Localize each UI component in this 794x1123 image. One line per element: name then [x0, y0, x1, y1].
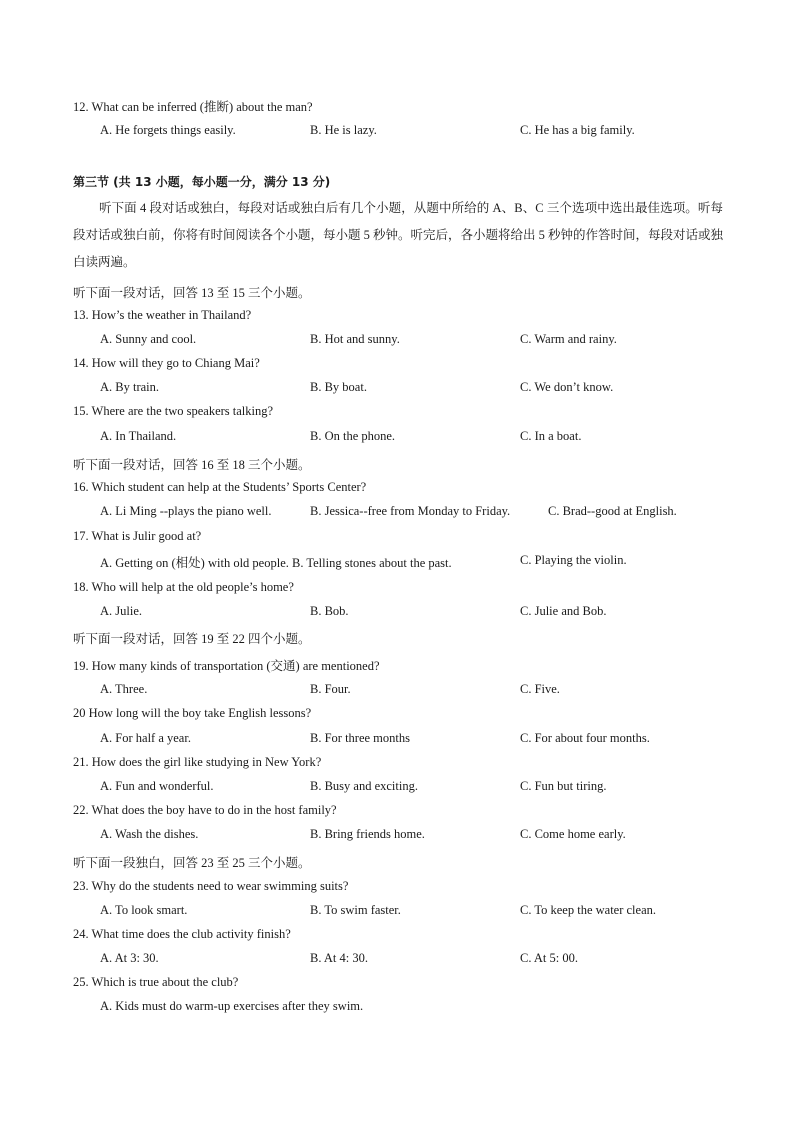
option-19-a: A. Three. [100, 682, 148, 696]
option-12-c: C. He has a big family. [520, 123, 635, 137]
question-15: 15. Where are the two speakers talking? [73, 404, 274, 418]
option-22-b: B. Bring friends home. [310, 827, 425, 841]
option-19-c: C. Five. [520, 682, 560, 696]
option-22-c: C. Come home early. [520, 827, 626, 841]
option-24-a: A. At 3: 30. [100, 951, 159, 965]
option-17-a-b: A. Getting on (相处) with old people. B. Telling stones about the past. [100, 556, 452, 570]
option-20-a: A. For half a year. [100, 731, 191, 745]
option-18-b: B. Bob. [310, 604, 349, 618]
question-14: 14. How will they go to Chiang Mai? [73, 356, 260, 370]
question-22: 22. What does the boy have to do in the host family? [73, 803, 337, 817]
option-23-a: A. To look smart. [100, 903, 188, 917]
option-16-a: A. Li Ming --plays the piano well. [100, 504, 272, 518]
option-22-a: A. Wash the dishes. [100, 827, 199, 841]
question-16: 16. Which student can help at the Students’ Sports Center? [73, 480, 367, 494]
option-23-c: C. To keep the water clean. [520, 903, 656, 917]
option-17-c: C. Playing the violin. [520, 553, 627, 567]
option-24-b: B. At 4: 30. [310, 951, 368, 965]
option-13-a: A. Sunny and cool. [100, 332, 197, 346]
option-13-c: C. Warm and rainy. [520, 332, 617, 346]
question-20: 20 How long will the boy take English lessons? [73, 706, 312, 720]
direction-19-22: 听下面一段对话，回答 19 至 22 四个小题。 [73, 632, 311, 646]
option-21-c: C. Fun but tiring. [520, 779, 607, 793]
direction-16-18: 听下面一段对话，回答 16 至 18 三个小题。 [73, 458, 311, 472]
option-14-b: B. By boat. [310, 380, 367, 394]
option-15-b: B. On the phone. [310, 429, 396, 443]
section-heading: 第三节 (共 13 小题，每小题一分，满分 13 分) [73, 175, 331, 189]
question-21: 21. How does the girl like studying in New York? [73, 755, 322, 769]
option-21-a: A. Fun and wonderful. [100, 779, 214, 793]
direction-23-25: 听下面一段独白，回答 23 至 25 三个小题。 [73, 856, 311, 870]
option-14-c: C. We don’t know. [520, 380, 614, 394]
question-13: 13. How’s the weather in Thailand? [73, 308, 252, 322]
question-17: 17. What is Julir good at? [73, 529, 202, 543]
option-14-a: A. By train. [100, 380, 160, 394]
option-18-c: C. Julie and Bob. [520, 604, 607, 618]
question-25: 25. Which is true about the club? [73, 975, 239, 989]
section-instructions: 听下面 4 段对话或独白，每段对话或独白后有几个小题，从题中所给的 A、B、C 三个选项中选出最佳选项。听每段对话或独白前，你将有时间阅读各个小题，每小题 5 秒钟。听完后，各小题将给出 5 秒钟的作答时间，每段对话或独白读两遍。 [73, 201, 724, 269]
option-25-a: A. Kids must do warm-up exercises after they swim. [100, 999, 364, 1013]
option-21-b: B. Busy and exciting. [310, 779, 418, 793]
option-15-a: A. In Thailand. [100, 429, 177, 443]
option-12-a: A. He forgets things easily. [100, 123, 236, 137]
question-23: 23. Why do the students need to wear swimming suits? [73, 879, 349, 893]
question-19: 19. How many kinds of transportation (交通) are mentioned? [73, 659, 380, 673]
option-20-b: B. For three months [310, 731, 410, 745]
direction-13-15: 听下面一段对话，回答 13 至 15 三个小题。 [73, 286, 311, 300]
option-18-a: A. Julie. [100, 604, 143, 618]
option-16-b: B. Jessica--free from Monday to Friday. [310, 504, 511, 518]
question-24: 24. What time does the club activity finish? [73, 927, 291, 941]
option-24-c: C. At 5: 00. [520, 951, 578, 965]
option-12-b: B. He is lazy. [310, 123, 377, 137]
option-19-b: B. Four. [310, 682, 351, 696]
question-18: 18. Who will help at the old people’s home? [73, 580, 294, 594]
question-12: 12. What can be inferred (推断) about the man? [73, 100, 313, 114]
option-15-c: C. In a boat. [520, 429, 582, 443]
option-13-b: B. Hot and sunny. [310, 332, 400, 346]
option-20-c: C. For about four months. [520, 731, 650, 745]
option-23-b: B. To swim faster. [310, 903, 401, 917]
option-16-c: C. Brad--good at English. [548, 504, 677, 518]
